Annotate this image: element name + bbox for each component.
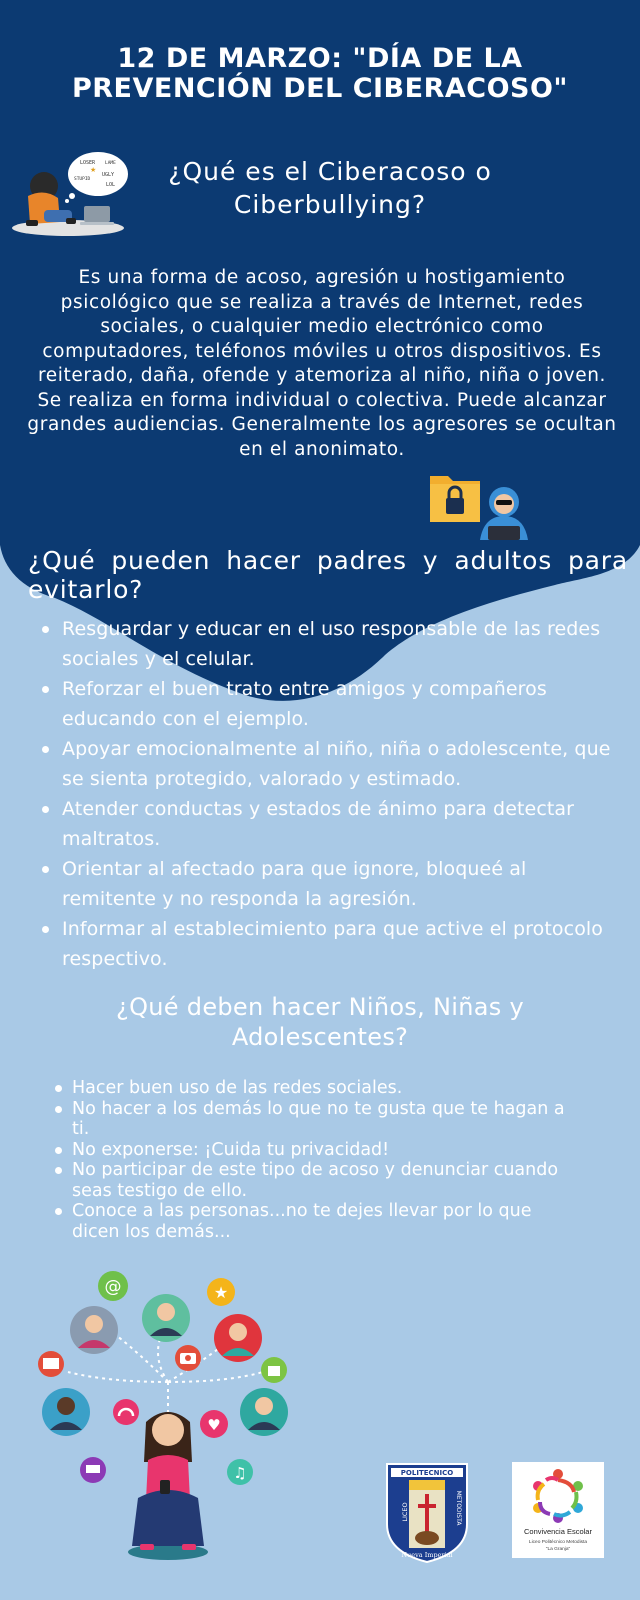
list-item: Resguardar y educar en el uso responsable de las redes sociales y el celular. <box>62 614 622 674</box>
avatar <box>142 1294 190 1342</box>
headphones-icon <box>113 1399 139 1425</box>
lock-folder-icon <box>430 476 480 522</box>
music-icon <box>227 1459 253 1485</box>
bullied-boy-illustration <box>10 148 130 240</box>
svg-text:★: ★ <box>213 1283 229 1302</box>
gift-icon <box>261 1357 287 1383</box>
title-line-2: PREVENCIÓN DEL CIBERACOSO" <box>71 73 569 104</box>
avatar <box>70 1306 118 1354</box>
girl-with-phone <box>128 1412 208 1560</box>
laptop-icon <box>80 206 114 225</box>
list-item: Orientar al afectado para que ignore, bloqueé al remitente y no responda la agresión. <box>62 854 622 914</box>
list-item: No hacer a los demás lo que no te gusta que te hagan a ti. <box>72 1099 572 1140</box>
list-item: Hacer buen uso de las redes sociales. <box>72 1078 572 1099</box>
mail-icon <box>38 1351 64 1377</box>
page-title <box>30 44 610 104</box>
camera-icon <box>175 1345 201 1371</box>
convivencia-title: Convivencia Escolar <box>524 1527 592 1536</box>
list-item: Apoyar emocionalmente al niño, niña o adolescente, que se sienta protegido, valorado y estimado. <box>62 734 622 794</box>
section2-question: ¿Qué pueden hacer padres y adultos para evitarlo? <box>28 546 628 604</box>
svg-text:@: @ <box>104 1277 122 1297</box>
hacker-icon <box>480 487 528 540</box>
boy-figure <box>26 172 76 226</box>
hacker-illustration <box>428 470 538 542</box>
list-item: No participar de este tipo de acoso y denunciar cuando seas testigo de ello. <box>72 1160 572 1201</box>
avatar <box>42 1388 90 1436</box>
liceo-metodista-logo <box>385 1462 469 1564</box>
list-item: Reforzar el buen trato entre amigos y compañeros educando con el ejemplo. <box>62 674 622 734</box>
social-network-illustration <box>28 1262 308 1572</box>
star-icon <box>207 1278 235 1306</box>
section1-question: ¿Qué es el Ciberacoso o Ciberbullying? <box>168 157 492 219</box>
bubble-word-3: UGLY <box>102 172 115 178</box>
convivencia-escolar-logo <box>512 1462 604 1558</box>
logo-left-text: LICEO <box>401 1502 409 1522</box>
svg-text:♥: ♥ <box>207 1416 221 1434</box>
heart-icon <box>200 1410 228 1438</box>
list-item: Atender conductas y estados de ánimo para detectar maltratos. <box>62 794 622 854</box>
list-item: Conoce a las personas...no te dejes llevar por lo que dicen los demás... <box>72 1201 572 1242</box>
bubble-word-1: LOSER <box>80 160 96 166</box>
parents-actions-list <box>62 614 622 974</box>
bubble-word-5: LOL <box>106 182 116 188</box>
list-item: Informar al establecimiento para que active el protocolo respectivo. <box>62 914 622 974</box>
logo-top-text: POLITECNICO <box>400 1469 454 1477</box>
bubble-word-4: STUPID <box>74 177 91 182</box>
convivencia-subtitle-1: Liceo Politécnico Metodista <box>528 1540 588 1545</box>
title-line-1: 12 DE MARZO: "DÍA DE LA <box>117 43 523 74</box>
cart-icon <box>80 1457 106 1483</box>
logo-right-text: METODISTA <box>455 1490 462 1526</box>
avatar <box>214 1314 262 1362</box>
avatar <box>240 1388 288 1436</box>
svg-text:♫: ♫ <box>233 1464 247 1482</box>
kids-actions-list <box>72 1078 572 1242</box>
at-icon <box>98 1271 128 1301</box>
section3-question: ¿Qué deben hacer Niños, Niñas y Adolescentes? <box>116 993 524 1051</box>
bubble-word-2: LAME <box>105 161 116 166</box>
svg-text:★: ★ <box>90 166 97 174</box>
list-item: No exponerse: ¡Cuida tu privacidad! <box>72 1140 572 1161</box>
speech-bubble <box>65 152 128 203</box>
convivencia-subtitle-2: "La Granja" <box>545 1547 571 1552</box>
logo-bottom-text: Nueva Imperial <box>401 1551 453 1559</box>
section1-description: Es una forma de acoso, agresión u hostigamiento psicológico que se realiza a través de Internet, redes sociales, o cualquier medio electrónico como computadores, teléfonos móviles u otros dispositivos. Es reiterado, daña, ofende y atemoriza al niño, niña o joven. Se realiza en forma individual o colectiva. Puede alcanzar grandes audiencias. Generalmente los agresores se ocultan en el anonimato. <box>27 267 617 460</box>
